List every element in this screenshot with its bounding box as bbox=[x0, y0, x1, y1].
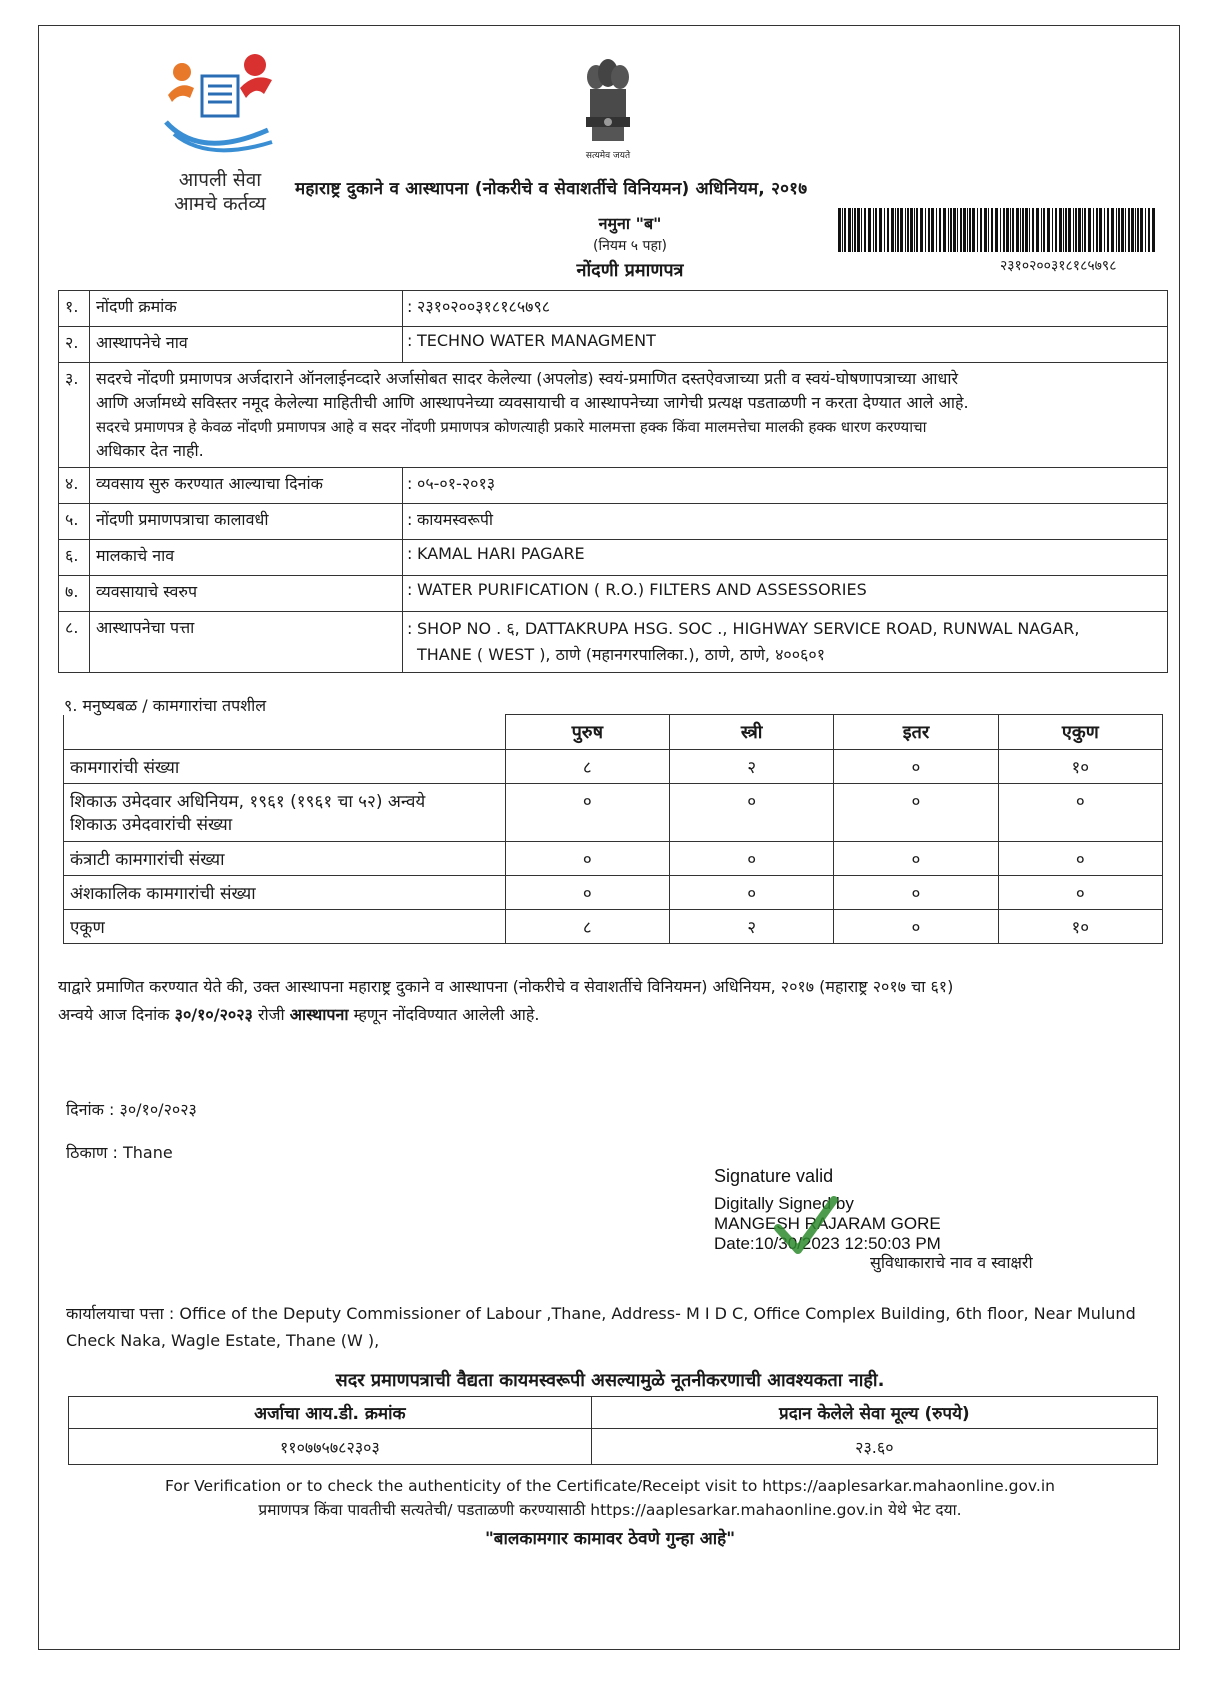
table-header-row bbox=[64, 715, 1163, 750]
cell-value: ० bbox=[998, 842, 1162, 876]
cell-value: ० bbox=[998, 784, 1162, 842]
cell-value: ० bbox=[669, 842, 833, 876]
fee-table bbox=[68, 1396, 1158, 1465]
row-label: अंशकालिक कामगारांची संख्या bbox=[64, 876, 506, 910]
table-row bbox=[59, 468, 1168, 504]
text-span: म्हणून नोंदविण्यात आलेली आहे. bbox=[348, 1005, 540, 1024]
address-line2: THANE ( WEST ), ठाणे (महानगरपालिका.), ठाणे, ठाणे, ४००६०१ bbox=[417, 645, 826, 664]
note-line: सदरचे प्रमाणपत्र हे केवळ नोंदणी प्रमाणपत्र आहे व सदर नोंदणी प्रमाणपत्र कोणत्याही प्रकारे मालमत्ता हक्क किंवा मालमत्तेचा मालकी हक्क धारण करण्याचा bbox=[96, 418, 927, 436]
barcode-bar bbox=[1128, 208, 1130, 252]
business-start-date: ०५-०१-२०१३ bbox=[417, 474, 496, 493]
barcode-bar bbox=[963, 208, 966, 252]
barcode-bar bbox=[873, 208, 874, 252]
barcode-bar bbox=[1012, 208, 1014, 252]
barcode-bar bbox=[914, 208, 915, 252]
barcode-bar bbox=[907, 208, 909, 252]
barcode-bar bbox=[875, 208, 877, 252]
table-row bbox=[59, 504, 1168, 540]
workforce-table bbox=[63, 714, 1163, 944]
certification-line bbox=[58, 1001, 1168, 1029]
table-row bbox=[59, 363, 1168, 468]
field-label: व्यवसायाचे स्वरुप bbox=[90, 576, 403, 612]
field-value: : २३१०२००३१८१८५७९८ bbox=[403, 291, 1168, 327]
barcode-bar bbox=[984, 208, 987, 252]
issue-date: दिनांक : ३०/१०/२०२३ bbox=[66, 1100, 197, 1119]
barcode-bar bbox=[1075, 208, 1077, 252]
barcode-bar bbox=[838, 208, 841, 252]
column-header-male: पुरुष bbox=[505, 715, 669, 750]
barcode-bar bbox=[1036, 208, 1039, 252]
row-label: कंत्राटी कामगारांची संख्या bbox=[64, 842, 506, 876]
barcode-bar bbox=[1025, 208, 1028, 252]
column-header-service-fee: प्रदान केलेले सेवा मूल्य (रुपये) bbox=[591, 1397, 1157, 1429]
certification-statement bbox=[58, 973, 1168, 1029]
barcode-bar bbox=[864, 208, 866, 252]
barcode-bar bbox=[895, 208, 896, 252]
row-label bbox=[64, 784, 506, 842]
barcode-bar bbox=[884, 208, 885, 252]
field-value: : कायमस्वरूपी bbox=[403, 504, 1168, 540]
cell-value: ० bbox=[834, 910, 998, 944]
cell-value: २ bbox=[669, 750, 833, 784]
barcode-bar bbox=[948, 208, 949, 252]
barcode-bar bbox=[977, 208, 978, 252]
table-row bbox=[59, 576, 1168, 612]
barcode-bar bbox=[950, 208, 952, 252]
cell-value: ० bbox=[834, 784, 998, 842]
cell-value: ० bbox=[998, 876, 1162, 910]
field-number: २. bbox=[59, 327, 90, 363]
field-label: नोंदणी प्रमाणपत्राचा कालावधी bbox=[90, 504, 403, 540]
field-value: : TECHNO WATER MANAGMENT bbox=[403, 327, 1168, 363]
business-nature: WATER PURIFICATION ( R.O.) FILTERS AND ASSESSORIES bbox=[417, 580, 867, 599]
barcode-bar bbox=[1107, 208, 1109, 252]
registration-number: २३१०२००३१८१८५७९८ bbox=[417, 297, 551, 316]
barcode-bar bbox=[967, 208, 968, 252]
signer-name: MANGESH RAJARAM GORE bbox=[714, 1214, 941, 1233]
certificate-title: नोंदणी प्रमाणपत्र bbox=[576, 260, 684, 281]
table-row bbox=[59, 540, 1168, 576]
barcode-bar bbox=[854, 208, 856, 252]
barcode-bar bbox=[1043, 208, 1045, 252]
barcode-bar bbox=[1078, 208, 1081, 252]
barcode-bar bbox=[1073, 208, 1074, 252]
barcode-bar bbox=[1111, 208, 1114, 252]
text-span: रोजी bbox=[252, 1005, 290, 1024]
field-value: : WATER PURIFICATION ( R.O.) FILTERS AND ASSESSORIES bbox=[403, 576, 1168, 612]
field-number: ४. bbox=[59, 468, 90, 504]
barcode-bar bbox=[1104, 208, 1105, 252]
barcode-bar bbox=[1145, 208, 1146, 252]
barcode-bar bbox=[957, 208, 958, 252]
field-value: : ०५-०१-२०१३ bbox=[403, 468, 1168, 504]
barcode-bar bbox=[953, 208, 956, 252]
field-number: ५. bbox=[59, 504, 90, 540]
office-address-line: कार्यालयाचा पत्ता : Office of the Deputy Commissioner of Labour ,Thane, Address- M I D C, Office Complex Building, 6th floor, Near Mulund bbox=[66, 1304, 1136, 1323]
barcode-bar bbox=[943, 208, 946, 252]
row-label-line: शिकाऊ उमेदवारांची संख्या bbox=[70, 815, 233, 835]
disclaimer-note bbox=[90, 363, 1168, 468]
barcode-bar bbox=[1010, 208, 1011, 252]
table-row bbox=[69, 1429, 1158, 1465]
barcode-bar bbox=[1093, 208, 1094, 252]
barcode-bar bbox=[1135, 208, 1136, 252]
signature-date: Date:10/30/2023 12:50:03 PM bbox=[714, 1234, 941, 1253]
cell-value: ० bbox=[834, 750, 998, 784]
registration-details-table bbox=[58, 290, 1168, 673]
barcode-bar bbox=[848, 208, 851, 252]
barcode-bar bbox=[1140, 208, 1143, 252]
barcode-bar bbox=[1118, 208, 1120, 252]
table-row bbox=[64, 784, 1163, 842]
field-number: ८. bbox=[59, 612, 90, 673]
signature-valid-label: Signature valid bbox=[714, 1166, 834, 1186]
application-id: ११०७७५७८२३०३ bbox=[69, 1429, 592, 1465]
logo-caption-line2: आमचे कर्तव्य bbox=[174, 193, 266, 215]
cell-value: ८ bbox=[505, 750, 669, 784]
table-row bbox=[64, 876, 1163, 910]
issue-place: ठिकाण : Thane bbox=[66, 1143, 173, 1162]
table-row bbox=[64, 842, 1163, 876]
act-title: महाराष्ट्र दुकाने व आस्थापना (नोकरीचे व सेवाशर्तीचे विनियमन) अधिनियम, २०१७ bbox=[295, 179, 808, 199]
barcode-bar bbox=[1065, 208, 1067, 252]
barcode-bar bbox=[1041, 208, 1042, 252]
registration-date: ३०/१०/२०२३ bbox=[174, 1005, 253, 1024]
barcode-bar bbox=[1003, 208, 1005, 252]
cell-value: ० bbox=[834, 876, 998, 910]
barcode-bar bbox=[1047, 208, 1050, 252]
barcode-bar bbox=[1016, 208, 1019, 252]
barcode-bar bbox=[891, 208, 894, 252]
cell-value: ० bbox=[669, 876, 833, 910]
field-label: नोंदणी क्रमांक bbox=[90, 291, 403, 327]
barcode bbox=[838, 208, 1156, 252]
cell-value: ० bbox=[669, 784, 833, 842]
barcode-bar bbox=[900, 208, 903, 252]
certification-line: याद्वारे प्रमाणित करण्यात येते की, उक्त आस्थापना महाराष्ट्र दुकाने व आस्थापना (नोकरीचे व सेवाशर्तीचे विनियमन) अधिनियम, २०१७ (महाराष्ट्र २०१७ चा ६१) bbox=[58, 977, 954, 996]
office-address bbox=[66, 1300, 1156, 1354]
table-header-row bbox=[69, 1397, 1158, 1429]
field-label: आस्थापनेचे नाव bbox=[90, 327, 403, 363]
verification-line-en: For Verification or to check the authenticity of the Certificate/Receipt visit to https://aaplesarkar.mahaonline.gov.in bbox=[165, 1477, 1055, 1495]
field-number: ७. bbox=[59, 576, 90, 612]
barcode-bar bbox=[1055, 208, 1057, 252]
signature-line: Digitally Signed by bbox=[714, 1194, 854, 1213]
cell-value: १० bbox=[998, 910, 1162, 944]
barcode-bar bbox=[1068, 208, 1071, 252]
barcode-bar bbox=[939, 208, 941, 252]
barcode-bar bbox=[1116, 208, 1117, 252]
barcode-bar bbox=[857, 208, 860, 252]
emblem-motto: सत्यमेव जयते bbox=[585, 151, 631, 161]
barcode-bar bbox=[1125, 208, 1126, 252]
table-row bbox=[64, 910, 1163, 944]
cell-value: १० bbox=[998, 750, 1162, 784]
table-row bbox=[59, 327, 1168, 363]
verification-note bbox=[60, 1474, 1160, 1522]
national-emblem-icon bbox=[578, 55, 638, 145]
table-row bbox=[64, 750, 1163, 784]
logo-caption bbox=[155, 168, 285, 216]
address-line1: SHOP NO . ६, DATTAKRUPA HSG. SOC ., HIGHWAY SERVICE ROAD, RUNWAL NAGAR, bbox=[417, 619, 1080, 638]
office-address-line: Check Naka, Wagle Estate, Thane (W ), bbox=[66, 1331, 380, 1350]
field-number: १. bbox=[59, 291, 90, 327]
barcode-bar bbox=[920, 208, 923, 252]
barcode-bar bbox=[1148, 208, 1150, 252]
validity-notice: सदर प्रमाणपत्राची वैद्यता कायमस्वरूपी असल्यामुळे नूतनीकरणाची आवश्यकता नाही. bbox=[335, 1370, 885, 1391]
barcode-bar bbox=[1088, 208, 1091, 252]
barcode-bar bbox=[931, 208, 934, 252]
field-number: ६. bbox=[59, 540, 90, 576]
column-header-total: एकुण bbox=[998, 715, 1162, 750]
barcode-bar bbox=[936, 208, 937, 252]
text-span: अन्वये आज दिनांक bbox=[58, 1005, 175, 1024]
barcode-number: २३१०२००३१८१८५७९८ bbox=[1000, 258, 1117, 274]
barcode-bar bbox=[1029, 208, 1030, 252]
barcode-bar bbox=[916, 208, 918, 252]
certificate-validity: कायमस्वरूपी bbox=[417, 510, 494, 529]
note-line: सदरचे नोंदणी प्रमाणपत्र अर्जदाराने ऑनलाईनव्दारे अर्जासोबत सादर केलेल्या (अपलोड) स्वयं-प्रमाणित दस्तऐवजाच्या प्रती व स्वयं-घोषणापत्राच्या आधारे bbox=[96, 369, 959, 388]
registration-type: आस्थापना bbox=[289, 1005, 349, 1024]
column-header-female: स्त्री bbox=[669, 715, 833, 750]
barcode-bar bbox=[861, 208, 862, 252]
establishment-name: TECHNO WATER MANAGMENT bbox=[417, 331, 656, 350]
field-number: ३. bbox=[59, 363, 90, 468]
blank-header-cell bbox=[64, 715, 506, 750]
cell-value: ० bbox=[505, 784, 669, 842]
barcode-bar bbox=[1152, 208, 1155, 252]
barcode-bar bbox=[852, 208, 853, 252]
aaple-sarkar-logo bbox=[160, 50, 280, 165]
barcode-bar bbox=[1096, 208, 1098, 252]
cell-value: २ bbox=[669, 910, 833, 944]
note-line: अधिकार देत नाही. bbox=[96, 441, 204, 460]
barcode-bar bbox=[879, 208, 882, 252]
barcode-bar bbox=[980, 208, 982, 252]
verification-line-mr: प्रमाणपत्र किंवा पावतीची सत्यतेची/ पडताळणी करण्यासाठी https://aaplesarkar.mahaonline.gov.in येथे भेट दया. bbox=[258, 1501, 962, 1519]
barcode-bar bbox=[1052, 208, 1053, 252]
barcode-bar bbox=[1121, 208, 1124, 252]
cell-value: ८ bbox=[505, 910, 669, 944]
form-name: नमुना "ब" bbox=[598, 214, 662, 233]
barcode-bar bbox=[925, 208, 926, 252]
owner-name: KAMAL HARI PAGARE bbox=[417, 544, 585, 563]
logo-caption-line1: आपली सेवा bbox=[178, 169, 262, 191]
barcode-bar bbox=[910, 208, 913, 252]
field-value: : SHOP NO . ६, DATTAKRUPA HSG. SOC ., HIGHWAY SERVICE ROAD, RUNWAL NAGAR, THANE ( WEST ), ठाणे (महानगरपालिका.), ठाणे, ठाणे, ४००६०१ bbox=[403, 612, 1168, 673]
column-header-other: इतर bbox=[834, 715, 998, 750]
barcode-bar bbox=[960, 208, 962, 252]
child-labour-slogan: "बालकामगार कामावर ठेवणे गुन्हा आहे" bbox=[484, 1529, 736, 1549]
cell-value: ० bbox=[505, 876, 669, 910]
barcode-bar bbox=[972, 208, 975, 252]
barcode-bar bbox=[1000, 208, 1001, 252]
barcode-bar bbox=[1059, 208, 1062, 252]
barcode-bar bbox=[991, 208, 993, 252]
barcode-bar bbox=[1006, 208, 1009, 252]
barcode-bar bbox=[1082, 208, 1083, 252]
cell-value: ० bbox=[505, 842, 669, 876]
rule-reference: (नियम ५ पहा) bbox=[592, 238, 667, 254]
barcode-bar bbox=[1022, 208, 1024, 252]
field-value: : KAMAL HARI PAGARE bbox=[403, 540, 1168, 576]
barcode-bar bbox=[1099, 208, 1102, 252]
barcode-bar bbox=[1063, 208, 1064, 252]
barcode-bar bbox=[995, 208, 998, 252]
barcode-bar bbox=[844, 208, 846, 252]
barcode-bar bbox=[887, 208, 889, 252]
barcode-bar bbox=[868, 208, 871, 252]
row-label-line: शिकाऊ उमेदवार अधिनियम, १९६१ (१९६१ चा ५२) अन्वये bbox=[70, 792, 426, 812]
field-label: व्यवसाय सुरु करण्यात आल्याचा दिनांक bbox=[90, 468, 403, 504]
signatory-label: सुविधाकाराचे नाव व स्वाक्षरी bbox=[870, 1253, 1033, 1272]
barcode-bar bbox=[928, 208, 930, 252]
service-fee: २३.६० bbox=[591, 1429, 1157, 1465]
barcode-bar bbox=[1032, 208, 1034, 252]
row-label: कामगारांची संख्या bbox=[64, 750, 506, 784]
barcode-bar bbox=[1020, 208, 1021, 252]
table-row bbox=[59, 612, 1168, 673]
column-header-application-id: अर्जाचा आय.डी. क्रमांक bbox=[69, 1397, 592, 1429]
barcode-bar bbox=[1131, 208, 1134, 252]
barcode-bar bbox=[842, 208, 843, 252]
table-row bbox=[59, 291, 1168, 327]
barcode-bar bbox=[988, 208, 989, 252]
note-line: आणि अर्जामध्ये सविस्तर नमूद केलेल्या माहितीची आणि आस्थापनेच्या व्यवसायाची व आस्थापनेच्या जागेची प्रत्यक्ष पडताळणी न करता देण्यात आले आहे. bbox=[96, 393, 969, 412]
barcode-bar bbox=[1137, 208, 1139, 252]
barcode-bar bbox=[905, 208, 906, 252]
barcode-bar bbox=[969, 208, 971, 252]
cell-value: ० bbox=[834, 842, 998, 876]
barcode-bar bbox=[1084, 208, 1086, 252]
barcode-bar bbox=[897, 208, 899, 252]
workforce-title: ९. मनुष्यबळ / कामगारांचा तपशील bbox=[64, 696, 267, 715]
field-label: मालकाचे नाव bbox=[90, 540, 403, 576]
checkmark-icon bbox=[770, 1190, 840, 1260]
row-label: एकूण bbox=[64, 910, 506, 944]
field-label: आस्थापनेचा पत्ता bbox=[90, 612, 403, 673]
